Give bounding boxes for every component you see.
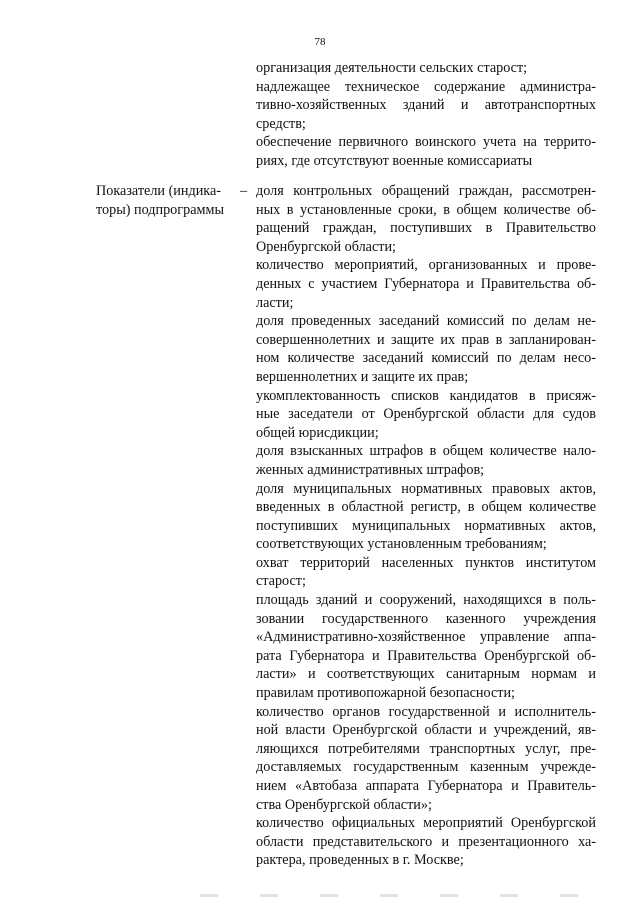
text-line: «Административно-хозяйственное управление аппа- [256,629,596,646]
text-line: рактера, проведенных в г. Москве; [256,852,464,869]
text-line: вершеннолетних и защите их прав; [256,368,469,385]
text-line: области представительского и презентационного ха- [256,833,596,850]
text-line: ные заседатели от Оренбургской области для судов [256,406,596,423]
indicators-label [96,182,236,219]
text-line: ных в установленные сроки, в общем количестве об- [256,201,596,218]
text-line: правилам противопожарной безопасности; [256,685,515,702]
text-line: ства Оренбургской области»; [256,796,432,813]
page-number: 78 [314,36,326,48]
text-line: ращений граждан, поступивших в Правительство [256,220,596,237]
text-line: доля проведенных заседаний комиссий по делам не- [256,313,596,330]
text-line: риях, где отсутствуют военные комиссариаты [256,152,533,169]
top-text-block [256,59,596,171]
text-line: ляющихся потребителями транспортных услуг, пре- [256,740,596,757]
text-line: доля муниципальных нормативных правовых актов, [256,480,596,497]
text-line: ном количестве заседаний комиссий по делам несо- [256,350,596,367]
text-line: доля взысканных штрафов в общем количестве нало- [256,443,596,460]
scan-artifact [200,894,620,897]
text-line: рата Губернатора и Правительства Оренбургской об- [256,647,596,664]
text-line: надлежащее техническое содержание администра- [256,78,596,95]
text-line: поступивших муниципальных нормативных актов, [256,517,596,534]
text-line: средств; [256,115,306,132]
text-line: общей юрисдикции; [256,424,379,441]
text-line: доля контрольных обращений граждан, рассмотрен- [256,183,596,199]
text-line: количество органов государственной и исполнитель- [256,703,596,720]
indicators-content [256,182,596,870]
text-line: старост; [256,573,306,590]
text-line: тивно-хозяйственных зданий и автотранспортных [256,97,596,114]
text-line: ной власти Оренбургской области и учреждений, яв- [256,722,596,739]
text-line: соответствующих установленным требованиям; [256,536,547,553]
label-line: торы) подпрограммы [96,201,224,218]
text-line: площадь зданий и сооружений, находящихся в поль- [256,592,596,609]
text-line: укомплектованность списков кандидатов в присяж- [256,387,596,404]
text-line: количество мероприятий, организованных и прове- [256,257,596,274]
text-line: обеспечение первичного воинского учета на террито- [256,134,596,151]
label-line: Показатели (индика- [96,183,221,199]
text-line: Оренбургской области; [256,238,396,255]
text-line: нием «Автобаза аппарата Губернатора и Правитель- [256,778,596,794]
text-line: охват территорий населенных пунктов институтом [256,554,596,571]
separator-dash: – [240,183,248,199]
text-line: ласти» и соответствующих санитарным нормам и [256,666,596,683]
text-line: совершеннолетних и защите их прав в запланирован- [256,331,596,348]
text-line: женных административных штрафов; [256,461,485,478]
text-line: денных с участием Губернатора и Правительства об- [256,275,596,292]
text-line: организация деятельности сельских старост; [256,60,528,76]
text-line: количество официальных мероприятий Оренбургской [256,815,596,832]
text-line: доставляемых государственным казенным учрежде- [256,759,596,776]
text-line: введенных в областной регистр, в общем количестве [256,499,596,516]
text-line: ласти; [256,294,294,311]
text-line: зовании государственного казенного учреждения [256,610,596,627]
